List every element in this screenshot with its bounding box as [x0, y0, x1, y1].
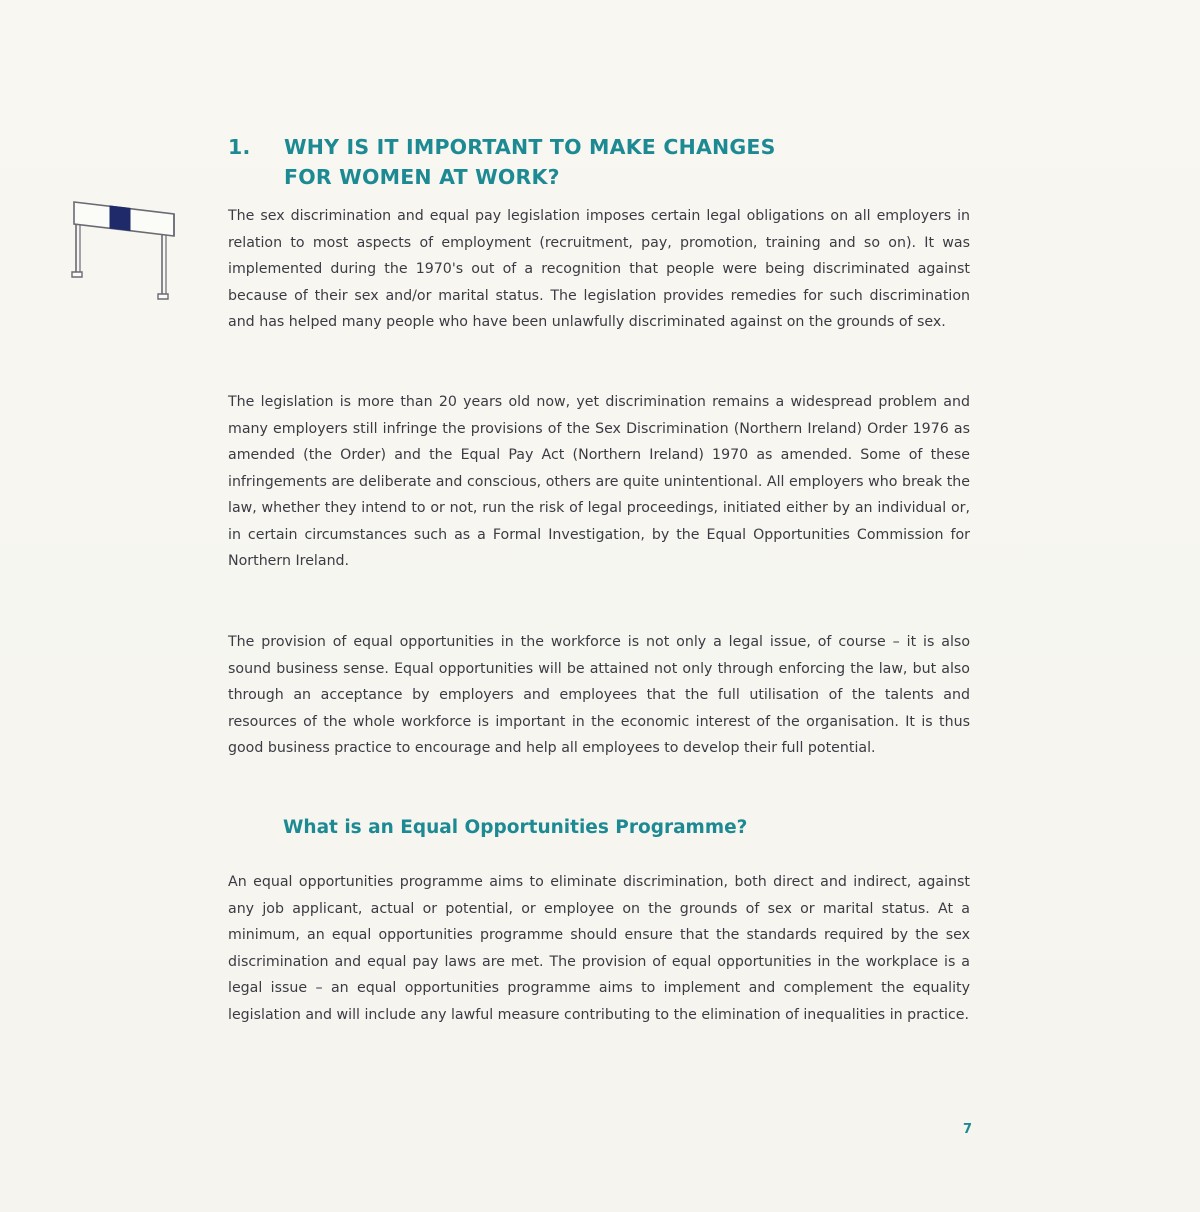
- page-number: 7: [962, 1122, 972, 1137]
- hurdle-icon: [66, 196, 182, 306]
- paragraph-legislation-obligations: The sex discrimination and equal pay legislation imposes certain legal obligations on all employers in relation to most aspects of employment (recruitment, pay, promotion, training and so on). It was implemented during the 1970's out of a recognition that people were being discriminated against because of their sex and/or marital status. The legislation provides remedies for such discrimination and has helped many people who have been unlawfully discriminated against on the grounds of sex.: [228, 208, 970, 330]
- section-heading: [228, 132, 908, 192]
- paragraph-programme-definition: An equal opportunities programme aims to eliminate discrimination, both direct and indirect, against any job applicant, actual or potential, or employee on the grounds of sex or marital status. At a minimum, an equal opportunities programme should ensure that the standards required by the sex discrimination and equal pay laws are met. The provision of equal opportunities in the workplace is a legal issue – an equal opportunities programme aims to implement and complement the equality legislation and will include any lawful measure contributing to the elimination of inequalities in practice.: [228, 874, 970, 1023]
- subsection-heading: What is an Equal Opportunities Programme?: [283, 817, 748, 838]
- paragraph-legislation-age: The legislation is more than 20 years old now, yet discrimination remains a widespread problem and many employers still infringe the provisions of the Sex Discrimination (Northern Ireland) Order 1976 as amended (the Order) and the Equal Pay Act (Northern Ireland) 1970 as amended. Some of these infringements are deliberate and conscious, others are quite unintentional. All employers who break the law, whether they intend to or not, run the risk of legal proceedings, initiated either by an individual or, in certain circumstances such as a Formal Investigation, by the Equal Opportunities Commission for Northern Ireland.: [228, 394, 970, 569]
- section-title-line2: FOR WOMEN AT WORK?: [284, 164, 560, 189]
- paragraph-business-sense: The provision of equal opportunities in the workforce is not only a legal issue, of course – it is also sound business sense. Equal opportunities will be attained not only through enforcing the law, but also through an acceptance by employers and employees that the full utilisation of the talents and resources of the whole workforce is important in the economic interest of the organisation. It is thus good business practice to encourage and help all employees to develop their full potential.: [228, 634, 970, 756]
- section-number: 1.: [228, 134, 251, 159]
- section-title-line1: WHY IS IT IMPORTANT TO MAKE CHANGES: [284, 134, 776, 159]
